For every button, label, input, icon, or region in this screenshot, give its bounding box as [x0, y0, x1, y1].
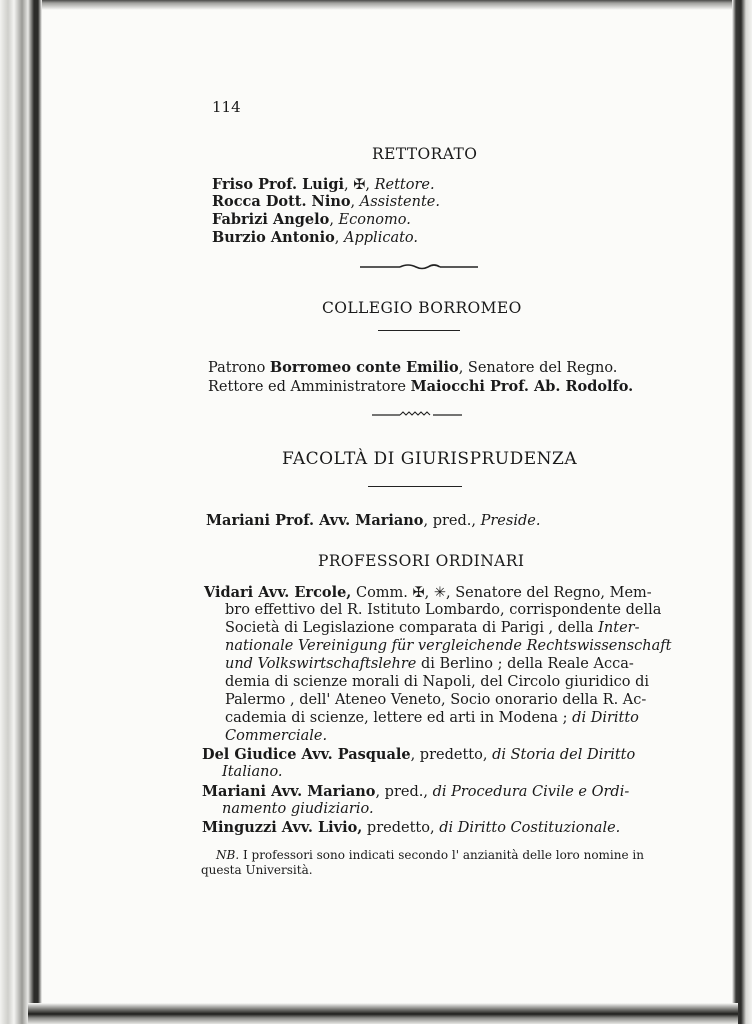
person-name: Borromeo conte Emilio: [269, 359, 459, 376]
person-name: Del Giudice Avv. Pasquale: [202, 746, 411, 763]
book-binding-edge: [0, 0, 42, 1024]
mariani-line-1: Mariani Avv. Mariano, pred., di Procedura Civile e Ordi-: [202, 783, 630, 800]
person-role: Economo.: [338, 212, 411, 228]
preside-line: Mariani Prof. Avv. Mariano, pred., Preside.: [206, 512, 541, 529]
page-right-edge: [732, 0, 752, 1024]
collegio-patrono-line: Patrono Borromeo conte Emilio, Senatore del Regno.: [208, 359, 618, 376]
vidari-line-7: Palermo , dell' Ateneo Veneto, Socio onorario della R. Ac-: [225, 692, 647, 708]
person-name: Maiocchi Prof. Ab. Rodolfo.: [410, 378, 634, 395]
footnote-line-2: questa Università.: [201, 863, 313, 877]
person-name: Mariani Prof. Avv. Mariano: [206, 512, 424, 529]
person-role: Assistente.: [359, 194, 440, 210]
page-bottom-edge: [28, 1003, 738, 1024]
vidari-line-5: und Volkswirtschaftslehre di Berlino ; della Reale Acca-: [225, 656, 634, 672]
person-role: di Procedura Civile e Ordi-: [432, 784, 630, 800]
person-role: di Diritto Costituzionale.: [439, 820, 621, 836]
page-top-edge: [42, 0, 732, 10]
vidari-line-3: Società di Legislazione comparata di Parigi , della Inter-: [225, 620, 640, 636]
person-role: Applicato.: [344, 230, 419, 246]
vidari-line-9: Commerciale.: [225, 728, 328, 744]
person-name: Rocca Dott. Nino: [212, 193, 351, 210]
rettorato-entry: Fabrizi Angelo, Economo.: [212, 211, 411, 228]
person-name: Fabrizi Angelo: [212, 211, 330, 228]
footnote-line-1: NB. I professori sono indicati secondo l' anzianità delle loro nomine in: [216, 848, 644, 862]
vidari-line-2: bro effettivo del R. Istituto Lombardo, corrispondente della: [225, 602, 662, 618]
person-name: Friso Prof. Luigi: [212, 176, 344, 193]
heading-rule: [378, 330, 460, 331]
rettorato-entry: Burzio Antonio, Applicato.: [212, 229, 419, 246]
collegio-rettore-line: Rettore ed Amministratore Maiocchi Prof. Ab. Rodolfo.: [208, 378, 634, 395]
rettorato-heading: RETTORATO: [372, 145, 478, 163]
delgiudice-line-2: Italiano.: [222, 764, 283, 780]
person-role: Preside.: [480, 513, 541, 529]
rettorato-entry: Friso Prof. Luigi, ✠, Rettore.: [212, 176, 435, 193]
vidari-line-8: cademia di scienze, lettere ed arti in Modena ; di Diritto: [225, 710, 639, 726]
person-role: di Storia del Diritto: [492, 747, 636, 763]
vidari-line-6: demia di scienze morali di Napoli, del Circolo giuridico di: [225, 674, 650, 690]
person-name: Vidari Avv. Ercole,: [204, 584, 352, 601]
rettorato-entry: Rocca Dott. Nino, Assistente.: [212, 193, 440, 210]
ornamental-divider: [360, 262, 478, 272]
person-name: Mariani Avv. Mariano: [202, 783, 376, 800]
vidari-line-4: nationale Vereinigung für vergleichende Rechtswissenschaft: [225, 638, 672, 654]
mariani-line-2: namento giudiziario.: [222, 801, 374, 817]
person-name: Burzio Antonio: [212, 229, 335, 246]
professori-heading: PROFESSORI ORDINARI: [318, 552, 525, 570]
person-role: Rettore.: [374, 177, 435, 193]
cross-icon: ✠: [353, 177, 366, 193]
delgiudice-line-1: Del Giudice Avv. Pasquale, predetto, di Storia del Diritto: [202, 746, 636, 763]
collegio-heading: COLLEGIO BORROMEO: [322, 299, 522, 317]
facolta-heading: FACOLTÀ DI GIURISPRUDENZA: [282, 449, 578, 469]
ornamental-divider: [372, 409, 462, 419]
minguzzi-line: Minguzzi Avv. Livio, predetto, di Diritto Costituzionale.: [202, 819, 621, 836]
person-name: Minguzzi Avv. Livio,: [202, 819, 363, 836]
page-number: 114: [212, 98, 241, 116]
heading-rule: [368, 486, 462, 487]
vidari-line-1: Vidari Avv. Ercole, Comm. ✠, ✳, Senatore del Regno, Mem-: [204, 584, 652, 601]
